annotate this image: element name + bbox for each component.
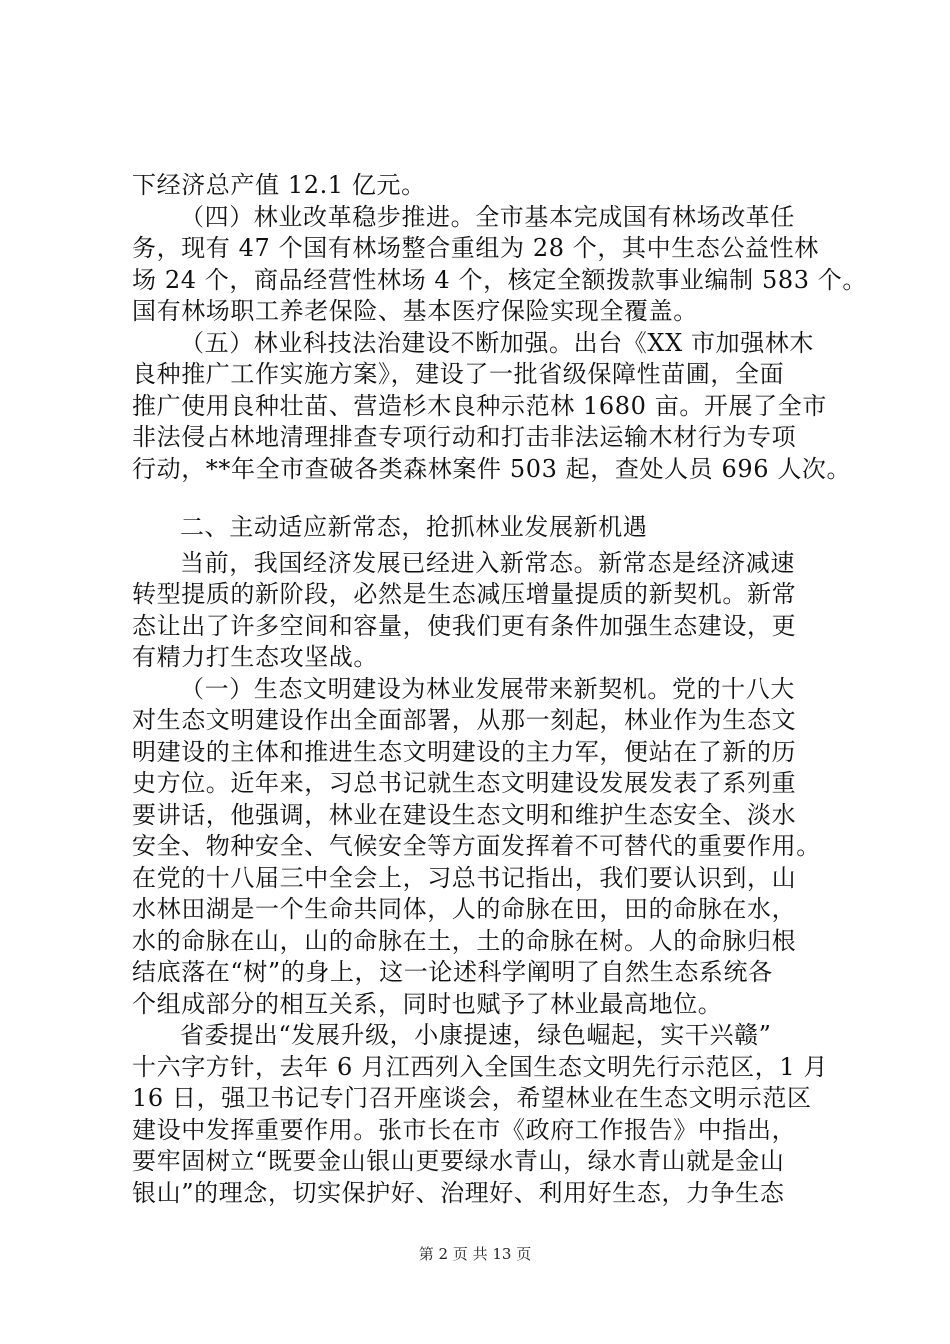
text-line: 当前，我国经济发展已经进入新常态。新常态是经济减速 [180,548,795,577]
page-footer: 第 2 页 共 13 页 [418,1245,532,1263]
text-line: 省委提出“发展升级，小康提速，绿色崛起，实干兴赣” [180,1021,772,1049]
text-line: 安全、物种安全、气候安全等方面发挥着不可替代的重要作用。 [132,832,821,860]
text-line: 有精力打生态攻坚战。 [132,643,378,671]
text-line: 建设中发挥重要作用。张市长在市《政府工作报告》中指出， [132,1115,797,1144]
text-line: 务，现有 47 个国有林场整合重组为 28 个，其中生态公益性林 [132,234,819,262]
text-line: 国有林场职工养老保险、基本医疗保险实现全覆盖。 [132,297,698,325]
text-line: 转型提质的新阶段，必然是生态减压增量提质的新契机。新常 [132,580,797,608]
text-line: 对生态文明建设作出全面部署，从那一刻起，林业作为生态文 [132,706,797,734]
text-line: 推广使用良种壮苗、营造杉木良种示范林 1680 亩。开展了全市 [132,391,827,420]
text-line: 水林田湖是一个生命共同体，人的命脉在田，田的命脉在水， [132,895,797,923]
text-line: （一）生态文明建设为林业发展带来新契机。党的十八大 [180,674,795,703]
text-line: 要讲话，他强调，林业在建设生态文明和维护生态安全、淡水 [132,800,797,829]
text-line: （四）林业改革稳步推进。全市基本完成国有林场改革任 [180,202,795,231]
text-line: 要牢固树立“既要金山银山更要绿水青山，绿水青山就是金山 [132,1147,785,1175]
text-line: 水的命脉在山，山的命脉在土，土的命脉在树。人的命脉归根 [132,926,797,955]
text-line: 下经济总产值 12.1 亿元。 [132,171,426,199]
text-line: 明建设的主体和推进生态文明建设的主力军，便站在了新的历 [132,737,797,766]
text-line: 16 日，强卫书记专门召开座谈会，希望林业在生态文明示范区 [132,1084,812,1112]
text-line: 良种推广工作实施方案》，建设了一批省级保障性苗圃，全面 [132,360,785,388]
text-line: 结底落在“树”的身上，这一论述科学阐明了自然生态系统各 [132,958,773,986]
section-heading: 二、主动适应新常态，抢抓林业发展新机遇 [180,513,648,541]
text-line: 十六字方针，去年 6 月江西列入全国生态文明先行示范区，1 月 [132,1052,829,1081]
text-line: 场 24 个，商品经营性林场 4 个，核定全额拨款事业编制 583 个。 [132,265,867,294]
text-line: 在党的十八届三中全会上，习总书记指出，我们要认识到，山 [132,863,797,892]
text-line: 态让出了许多空间和容量，使我们更有条件加强生态建设，更 [132,611,797,640]
text-line: 史方位。近年来，习总书记就生态文明建设发展发表了系列重 [132,769,797,797]
text-line: 行动，**年全市查破各类森林案件 503 起，查处人员 696 人次。 [132,454,852,483]
text-line: 银山”的理念，切实保护好、治理好、利用好生态，力争生态 [132,1178,785,1207]
text-line: （五）林业科技法治建设不断加强。出台《XX 市加强林木 [180,328,814,357]
text-line: 个组成部分的相互关系，同时也赋予了林业最高地位。 [132,989,723,1018]
text-line: 非法侵占林地清理排查专项行动和打击非法运输木材行为专项 [132,423,797,451]
